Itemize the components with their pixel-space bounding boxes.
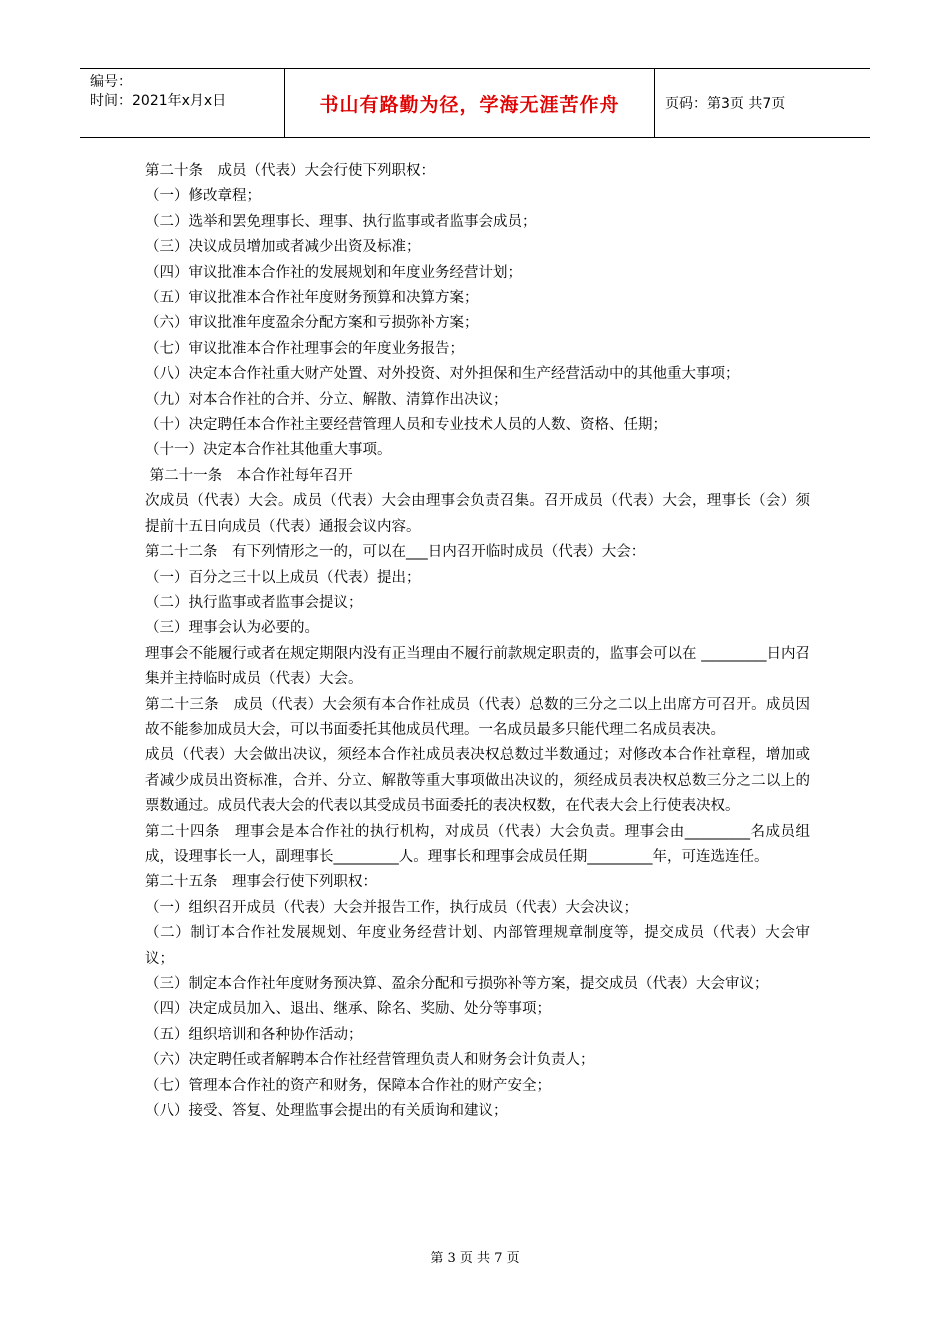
paragraph: （九）对本合作社的合并、分立、解散、清算作出决议；	[145, 391, 508, 408]
paragraph: 第二十五条 理事会行使下列职权：	[145, 874, 377, 891]
paragraph: （二）选举和罢免理事长、理事、执行监事或者监事会成员；	[145, 213, 537, 230]
header-page-info: 页码：第3页 共7页	[665, 96, 786, 112]
document-body	[145, 159, 810, 1124]
paragraph: （三）决议成员增加或者减少出资及标准；	[145, 239, 421, 256]
paragraph: （八）接受、答复、处理监事会提出的有关质询和建议；	[145, 1103, 508, 1120]
paragraph: 第二十二条 有下列情形之一的，可以在___日内召开临时成员（代表）大会：	[145, 544, 646, 561]
paragraph: （八）决定本合作社重大财产处置、对外投资、对外担保和生产经营活动中的其他重大事项；	[145, 366, 740, 383]
paragraph: （一）百分之三十以上成员（代表）提出；	[145, 569, 421, 586]
number-label: 编号：	[90, 74, 132, 90]
paragraph: 理事会不能履行或者在规定期限内没有正当理由不履行前款规定职责的，监事会可以在 _________日内召集并主持临时成员（代表）大会。	[145, 645, 810, 688]
paragraph: （一）组织召开成员（代表）大会并报告工作，执行成员（代表）大会决议；	[145, 899, 638, 916]
paragraph: （四）审议批准本合作社的发展规划和年度业务经营计划；	[145, 264, 522, 281]
paragraph: （一）修改章程；	[145, 188, 261, 205]
paragraph: （六）决定聘任或者解聘本合作社经营管理负责人和财务会计负责人；	[145, 1052, 595, 1069]
paragraph: （七）审议批准本合作社理事会的年度业务报告；	[145, 340, 464, 357]
paragraph: （五）审议批准本合作社年度财务预算和决算方案；	[145, 290, 479, 307]
paragraph: （十一）决定本合作社其他重大事项。	[145, 442, 392, 459]
header-meta	[80, 69, 285, 137]
paragraph: 第二十四条 理事会是本合作社的执行机构，对成员（代表）大会负责。理事会由_________名成员组成，设理事长一人，副理事长_________人。理事长和理事会成员任期_________年，可连选连任。	[145, 823, 810, 865]
paragraph: （十）决定聘任本合作社主要经营管理人员和专业技术人员的人数、资格、任期；	[145, 417, 667, 434]
paragraph: （三）理事会认为必要的。	[145, 620, 319, 637]
paragraph: 第二十一条 本合作社每年召开	[145, 467, 353, 484]
paragraph: 第二十三条 成员（代表）大会须有本合作社成员（代表）总数的三分之二以上出席方可召开。成员因故不能参加成员大会，可以书面委托其他成员代理。一名成员最多只能代理二名成员表决。	[145, 696, 810, 738]
paragraph: （七）管理本合作社的资产和财务，保障本合作社的财产安全；	[145, 1077, 551, 1094]
paragraph: （六）审议批准年度盈余分配方案和亏损弥补方案；	[145, 315, 479, 332]
page-footer: 第 3 页 共 7 页	[430, 1251, 520, 1266]
paragraph: 成员（代表）大会做出决议，须经本合作社成员表决权总数过半数通过；对修改本合作社章程，增加或者减少成员出资标准，合并、分立、解散等重大事项做出决议的，须经成员表决权总数三分之二以上的票数通过。成员代表大会的代表以其受成员书面委托的表决权数，在代表大会上行使表决权。	[145, 747, 810, 815]
paragraph: （四）决定成员加入、退出、继承、除名、奖励、处分等事项；	[145, 1001, 551, 1018]
paragraph: （二）制订本合作社发展规划、年度业务经营计划、内部管理规章制度等，提交成员（代表）大会审议；	[145, 925, 810, 967]
paragraph: 第二十条 成员（代表）大会行使下列职权：	[145, 163, 435, 179]
paragraph: 次成员（代表）大会。成员（代表）大会由理事会负责召集。召开成员（代表）大会，理事长（会）须提前十五日向成员（代表）通报会议内容。	[145, 493, 810, 535]
paragraph: （五）组织培训和各种协作活动；	[145, 1026, 363, 1043]
paragraph: （二）执行监事或者监事会提议；	[145, 594, 363, 611]
date-label: 时间：2021年x月x日	[90, 93, 227, 109]
page-header	[80, 68, 870, 138]
paragraph: （三）制定本合作社年度财务预决算、盈余分配和亏损弥补等方案，提交成员（代表）大会审议；	[145, 976, 769, 992]
header-motto: 书山有路勤为径，学海无涯苦作舟	[285, 69, 655, 137]
